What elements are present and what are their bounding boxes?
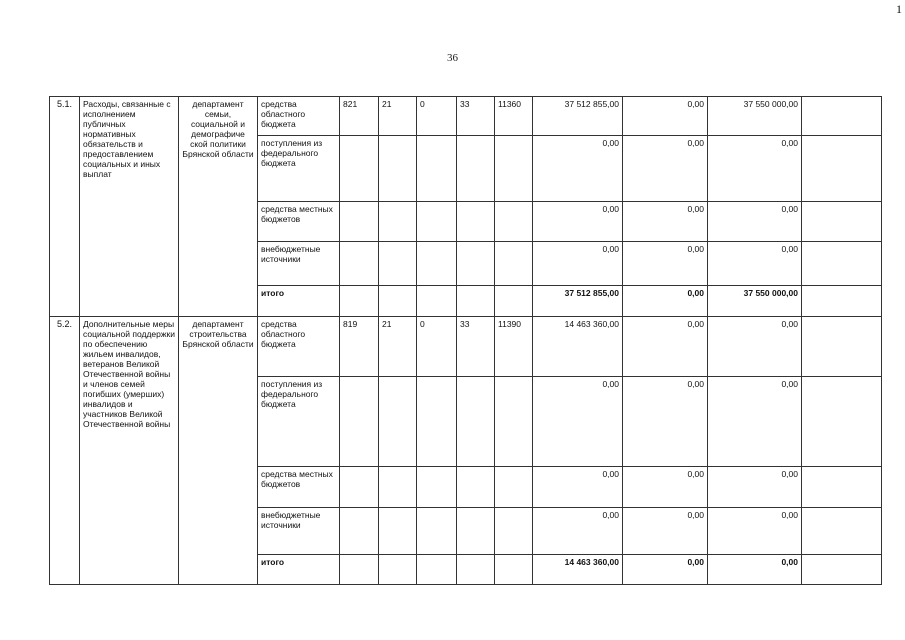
- code-cell: [417, 242, 457, 286]
- corner-mark: 1: [896, 2, 902, 16]
- amount-cell: 0,00: [623, 508, 708, 555]
- amount-cell: 0,00: [708, 467, 802, 508]
- empty-cell: [802, 467, 882, 508]
- amount-cell: 0,00: [708, 377, 802, 467]
- code-cell: [457, 242, 495, 286]
- empty-cell: [802, 242, 882, 286]
- code-cell: [457, 508, 495, 555]
- table-row: [50, 97, 882, 136]
- code-cell: [379, 508, 417, 555]
- amount-cell: 0,00: [533, 136, 623, 202]
- code-cell: [457, 136, 495, 202]
- code-cell: [495, 242, 533, 286]
- section-number: 5.2.: [50, 317, 80, 585]
- empty-cell: [802, 136, 882, 202]
- table-row: [50, 317, 882, 377]
- code-cell: [457, 377, 495, 467]
- funding-source: поступления из федерального бюджета: [258, 136, 340, 202]
- amount-cell: 0,00: [708, 136, 802, 202]
- code-cell: [417, 467, 457, 508]
- code-cell: [417, 555, 457, 585]
- amount-cell: 0,00: [623, 317, 708, 377]
- code-cell: 21: [379, 97, 417, 136]
- page-number: 36: [447, 52, 458, 64]
- amount-cell: 0,00: [533, 377, 623, 467]
- amount-cell: 37 512 855,00: [533, 286, 623, 317]
- code-cell: [457, 286, 495, 317]
- code-cell: [457, 202, 495, 242]
- amount-cell: 0,00: [533, 202, 623, 242]
- amount-cell: 0,00: [708, 508, 802, 555]
- amount-cell: 0,00: [708, 242, 802, 286]
- amount-cell: 37 550 000,00: [708, 97, 802, 136]
- code-cell: 0: [417, 317, 457, 377]
- amount-cell: 0,00: [623, 286, 708, 317]
- section-department: департамент семьи, социальной и демографиче ской политики Брянской области: [179, 97, 258, 317]
- amount-cell: 14 463 360,00: [533, 317, 623, 377]
- code-cell: 11360: [495, 97, 533, 136]
- code-cell: [340, 508, 379, 555]
- funding-source: внебюджетные источники: [258, 242, 340, 286]
- section-name: Расходы, связанные с исполнением публичных нормативных обязательств и предоставлением социальных и иных выплат: [80, 97, 179, 317]
- empty-cell: [802, 202, 882, 242]
- code-cell: [495, 555, 533, 585]
- section-department: департамент строительства Брянской области: [179, 317, 258, 585]
- code-cell: 819: [340, 317, 379, 377]
- code-cell: [495, 508, 533, 555]
- code-cell: 0: [417, 97, 457, 136]
- code-cell: [379, 202, 417, 242]
- empty-cell: [802, 97, 882, 136]
- amount-cell: 14 463 360,00: [533, 555, 623, 585]
- funding-source: поступления из федерального бюджета: [258, 377, 340, 467]
- empty-cell: [802, 555, 882, 585]
- amount-cell: 37 512 855,00: [533, 97, 623, 136]
- code-cell: 821: [340, 97, 379, 136]
- amount-cell: 0,00: [623, 377, 708, 467]
- code-cell: [495, 286, 533, 317]
- code-cell: [457, 467, 495, 508]
- amount-cell: 37 550 000,00: [708, 286, 802, 317]
- code-cell: [417, 508, 457, 555]
- code-cell: 33: [457, 317, 495, 377]
- code-cell: [379, 555, 417, 585]
- funding-source: средства областного бюджета: [258, 317, 340, 377]
- code-cell: [340, 242, 379, 286]
- funding-source: средства местных бюджетов: [258, 467, 340, 508]
- code-cell: 11390: [495, 317, 533, 377]
- code-cell: [379, 467, 417, 508]
- funding-source: итого: [258, 286, 340, 317]
- empty-cell: [802, 508, 882, 555]
- amount-cell: 0,00: [623, 555, 708, 585]
- code-cell: [379, 377, 417, 467]
- code-cell: [340, 377, 379, 467]
- code-cell: [379, 242, 417, 286]
- funding-source: средства областного бюджета: [258, 97, 340, 136]
- code-cell: [340, 286, 379, 317]
- funding-source: средства местных бюджетов: [258, 202, 340, 242]
- funding-source: внебюджетные источники: [258, 508, 340, 555]
- amount-cell: 0,00: [623, 97, 708, 136]
- empty-cell: [802, 286, 882, 317]
- amount-cell: 0,00: [623, 242, 708, 286]
- amount-cell: 0,00: [623, 136, 708, 202]
- code-cell: [495, 202, 533, 242]
- code-cell: [417, 202, 457, 242]
- code-cell: 21: [379, 317, 417, 377]
- code-cell: [340, 136, 379, 202]
- code-cell: [495, 377, 533, 467]
- amount-cell: 0,00: [708, 555, 802, 585]
- amount-cell: 0,00: [623, 202, 708, 242]
- empty-cell: [802, 317, 882, 377]
- amount-cell: 0,00: [533, 467, 623, 508]
- code-cell: [340, 467, 379, 508]
- funding-source: итого: [258, 555, 340, 585]
- budget-table: [49, 96, 882, 585]
- code-cell: [495, 136, 533, 202]
- amount-cell: 0,00: [708, 202, 802, 242]
- code-cell: [417, 136, 457, 202]
- code-cell: [379, 136, 417, 202]
- amount-cell: 0,00: [708, 317, 802, 377]
- code-cell: [495, 467, 533, 508]
- amount-cell: 0,00: [533, 242, 623, 286]
- code-cell: [417, 286, 457, 317]
- amount-cell: 0,00: [533, 508, 623, 555]
- section-name: Дополнительные меры социальной поддержки по обеспечению жильем инвалидов, ветеранов Великой Отечественной войны и членов семей погибших (умерших) инвалидов и участников Великой Отечественной войны: [80, 317, 179, 585]
- empty-cell: [802, 377, 882, 467]
- code-cell: [379, 286, 417, 317]
- code-cell: [457, 555, 495, 585]
- code-cell: [417, 377, 457, 467]
- amount-cell: 0,00: [623, 467, 708, 508]
- code-cell: [340, 555, 379, 585]
- code-cell: [340, 202, 379, 242]
- section-number: 5.1.: [50, 97, 80, 317]
- code-cell: 33: [457, 97, 495, 136]
